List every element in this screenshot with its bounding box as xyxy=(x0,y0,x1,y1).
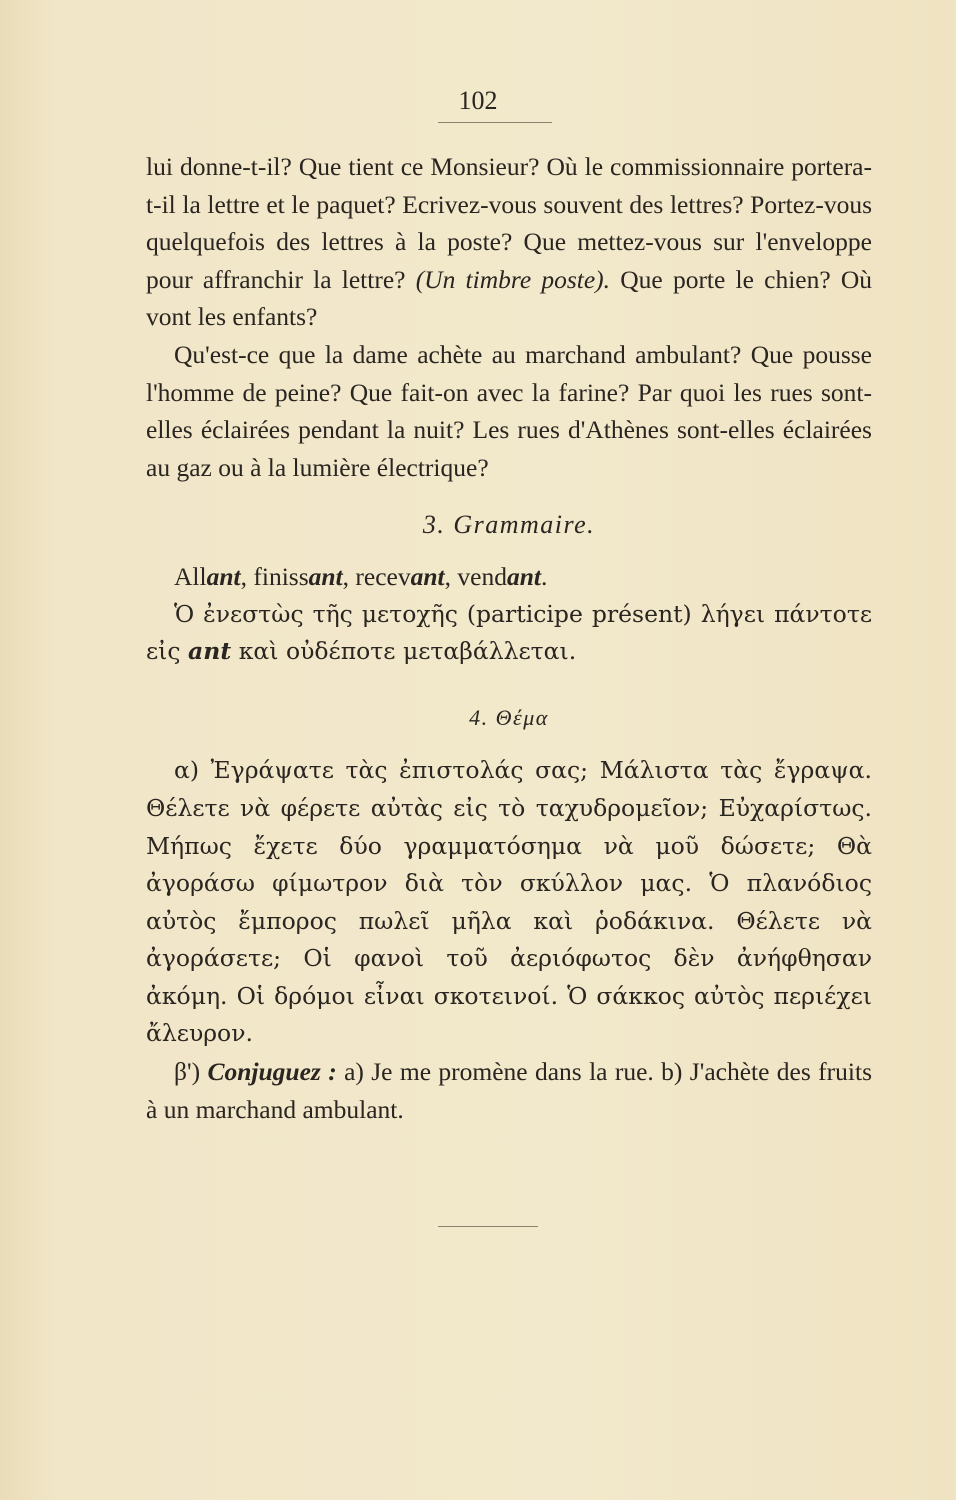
page-body xyxy=(146,148,872,1128)
example-stem: finiss xyxy=(253,561,309,591)
answer-hint: (Un timbre poste). xyxy=(415,264,611,294)
participle-examples: Allant, finissant, recevant, vendant. xyxy=(174,561,548,591)
exercise-b-label: β') xyxy=(174,1057,201,1087)
footer-rule xyxy=(438,1226,538,1227)
section-heading-thema: 4. Θέμα xyxy=(469,704,549,730)
example-suffix: ant xyxy=(308,561,343,591)
example-suffix: ant xyxy=(506,561,542,591)
exercise-b-title: Conjuguez : xyxy=(207,1057,337,1087)
questions-paragraph-1 xyxy=(146,148,872,336)
example-stem: All xyxy=(174,561,207,591)
exercise-b-text: a) Je me promène dans la rue. b) J'achète des fruits à un marchand ambulant. xyxy=(146,1057,872,1124)
section-heading-grammaire: 3. Grammaire. xyxy=(422,510,596,540)
rule-text: Ὁ ἐνεστὼς τῆς μετοχῆς (participe présent) λήγει πάντοτε εἰς xyxy=(146,599,872,666)
example-stem: recev xyxy=(355,561,411,591)
rule-text-end: καὶ οὐδέποτε μεταβάλλεται. xyxy=(238,637,577,666)
header-rule xyxy=(438,122,552,123)
questions-paragraph-2: Qu'est-ce que la dame achète au marchand ambulant? Que pousse l'homme de peine? Que fait-on avec la farine? Par quoi les rues sont-elles éclairées pendant la nuit? Les rues d'Athènes sont-elles éclairées au gaz ou à la lumière électrique? xyxy=(146,339,872,482)
participle-rule xyxy=(146,596,872,671)
example-suffix: ant xyxy=(410,561,445,591)
exercise-a: α) Ἐγράψατε τὰς ἐπιστολάς σας; Μάλιστα τὰς ἔγραψα. Θέλετε νὰ φέρετε αὐτὰς εἰς τὸ ταχυδρομεῖον; Εὐχαρίστως. Μήπως ἔχετε δύο γραμματόσημα νὰ μοῦ δώσετε; Θὰ ἀγοράσω φίμωτρον διὰ τὸν σκύλλον μας. Ὁ πλανόδιος αὐτὸς ἔμπορος πωλεῖ μῆλα καὶ ῥοδάκινα. Θέλετε νὰ ἀγοράσετε; Οἱ φανοὶ τοῦ ἀεριόφωτος δὲν ἀνήφθησαν ἀκόμη. Οἱ δρόμοι εἶναι σκοτεινοί. Ὁ σάκκος αὐτὸς περιέχει ἄλευρον. xyxy=(146,756,872,1048)
exercise-b xyxy=(146,1053,872,1128)
page-number: 102 xyxy=(458,86,498,115)
example-suffix: ant xyxy=(206,561,241,591)
questions-text-end: Que porte le chien? Où vont les enfants? xyxy=(146,264,873,332)
example-stem: vend xyxy=(457,561,507,591)
rule-suffix: ant xyxy=(188,637,232,666)
questions-text: lui donne-t-il? Que tient ce Monsieur? Où le commissionnaire portera-t-il la lettre et le paquet? Ecrivez-vous souvent des lettres? Portez-vous quelquefois des lettres à la poste? Que mettez-vous sur l'enveloppe pour affranchir la lettre? xyxy=(146,152,872,294)
